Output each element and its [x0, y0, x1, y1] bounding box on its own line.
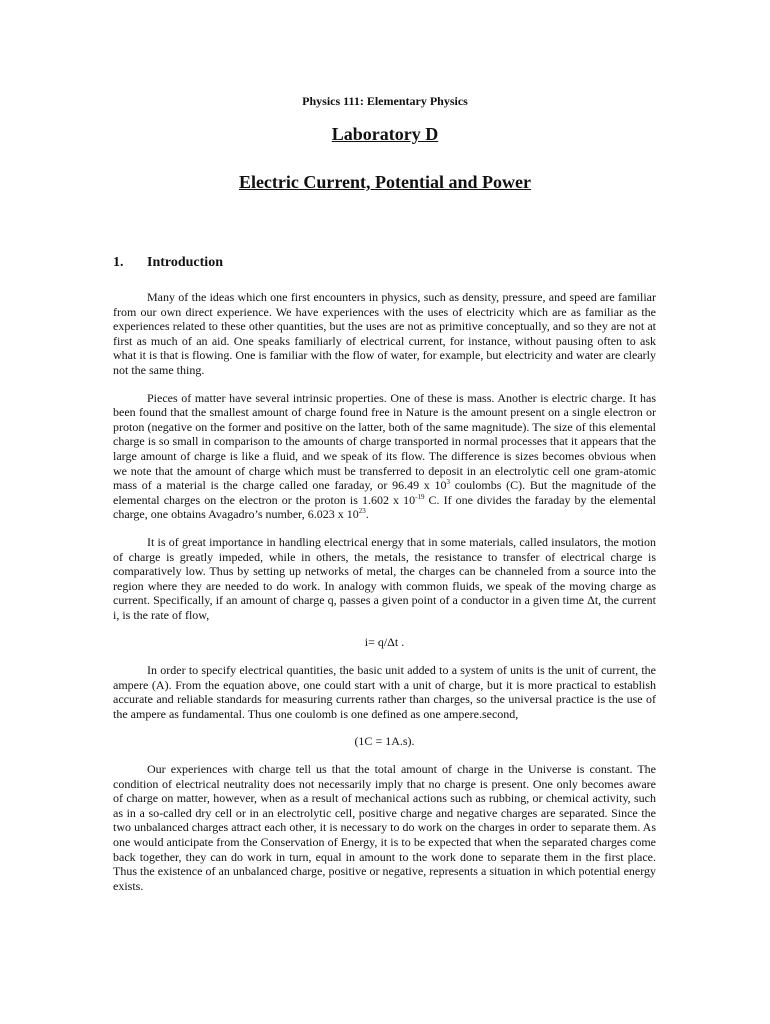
paragraph-2-part-b: coulombs (C). But the magnitude of the elemental charges on the electron or the proton is 1.602 x 10 — [113, 478, 657, 507]
lab-subtitle: Electric Current, Potential and Power — [238, 172, 532, 192]
body-text — [113, 290, 656, 906]
superscript-exponent-3: 3 — [446, 478, 451, 487]
superscript-exponent-23: 23 — [358, 507, 366, 516]
course-title: Physics 111: Elementary Physics — [302, 94, 468, 108]
section-title: Introduction — [147, 255, 223, 270]
paragraph-2-part-c: C. If one divides the faraday by the elemental charge, one obtains Avagadro’s number, 6.023 x 10 — [113, 492, 656, 522]
lab-title: Laboratory D — [331, 124, 439, 144]
section-number: 1. — [113, 255, 124, 270]
paragraph-3: It is of great importance in handling electrical energy that in some materials, called insulators, the motion of charge is greatly impeded, while in others, the metals, the resistance to transfer of electrical charge is comparatively low. Thus by setting up networks of metal, the charges can be channeled from a source into the region where they are needed to do work. In analogy with common fluids, we speak of the moving charge as current. Specifically, if an amount of charge q, passes a given point of a conductor in a given time Δt, the current i, is the rate of flow, — [113, 534, 656, 622]
section-heading — [113, 255, 223, 271]
equation-coulomb: (1C = 1A.s). — [354, 734, 415, 749]
paragraph-5: Our experiences with charge tell us that the total amount of charge in the Universe is constant. The condition of electrical neutrality does not necessarily imply that no charge is present. One only becomes aware of charge on matter, however, when as a result of mechanical actions such as rubbing, or chemical activity, such as in a so-called dry cell or in an electrolytic cell, positive charge and negative charges are separated. Since the two unbalanced charges attract each other, it is necessary to do work on the charges in order to separate them. As one would anticipate from the Conservation of Energy, it is to be expected that when the separated charges come back together, they can do work in turn, equal in amount to the work done to separate them in the first place. Thus the existence of an unbalanced charge, positive or negative, represents a situation in which potential energy exists. — [113, 762, 656, 893]
paragraph-1: Many of the ideas which one first encounters in physics, such as density, pressure, and speed are familiar from our own direct experience. We have experiences with the uses of electricity which are as familiar as the experiences related to these other quantities, but the uses are not as primitive conceptually, and so they are not at first as much of an aid. One speaks familiarly of electrical current, for instance, without pausing often to ask what it is that is flowing. One is familiar with the flow of water, for example, but electricity and water are clearly not the same thing. — [113, 290, 656, 377]
equation-current: i= q/Δt . — [364, 635, 405, 650]
paragraph-2-part-d: . — [365, 507, 369, 522]
paragraph-4: In order to specify electrical quantities, the basic unit added to a system of units is the unit of current, the ampere (A). From the equation above, one could start with a unit of charge, but it is more practical to establish accurate and reliable standards for measuring currents rather than charges, so the universal practice is the use of the ampere as fundamental. Thus one coulomb is one defined as one ampere.second, — [113, 663, 656, 721]
superscript-exponent-minus-19: -19 — [415, 492, 425, 501]
paragraph-2-part-a: Pieces of matter have several intrinsic properties. One of these is mass. Another is electric charge. It has been found that the smallest amount of charge found free in Nature is the amount present on a single electron or proton (negative on the former and positive on the latter, both of the same magnitude). The size of this elemental charge is so small in comparison to the amounts of charge transported in normal processes that it appears that the large amount of charge is like a fluid, and we speak of its flow. The difference is sizes becomes obvious when we note that the amount of charge which must be transferred to deposit in an electrolytic cell one gram-atomic mass of a material is the charge called one faraday, or 96.49 x 10 — [113, 390, 656, 493]
paragraph-2 — [113, 391, 656, 522]
